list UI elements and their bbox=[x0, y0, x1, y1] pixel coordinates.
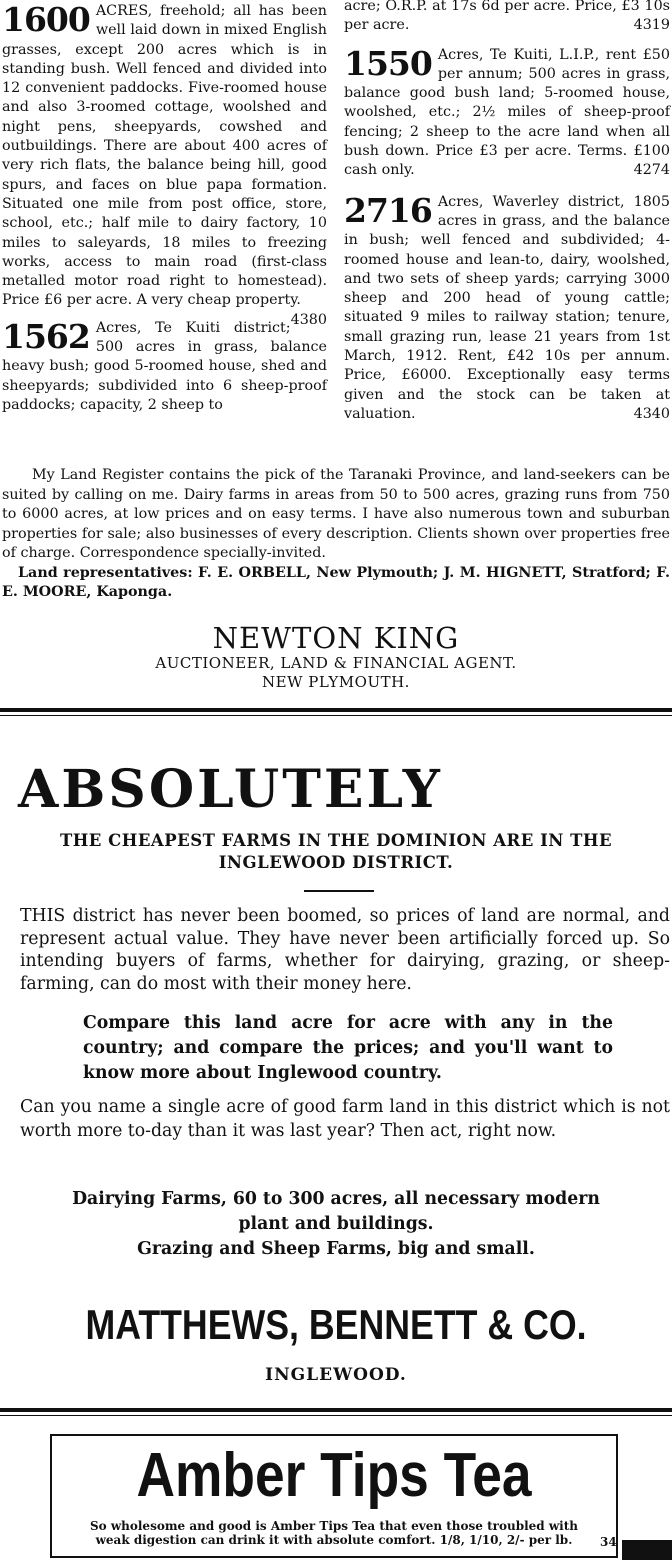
listing-text: ACRES, freehold; all has been well laid down in mixed English grasses, except 200 acres which is in standing bush. Well fenced and divided into 12 convenient paddocks. Five-roomed house and also 3-roomed cottage, woolshed and night pens, sheepyards, cowshed and outbuildings. There are about 400 acres of very rich flats, the balance being hill, good spurs, and faces on blue papa formation. Situated one mile from post office, store, school, etc.; half mile to dairy factory, 10 miles to saleyards, 18 miles to freezing works, access to main road (first-class metalled motor road right to homestead). Price £6 per acre. A very cheap property. bbox=[2, 3, 327, 309]
section-divider-thin bbox=[0, 715, 672, 716]
short-rule bbox=[304, 890, 374, 892]
edge-mark bbox=[622, 1540, 672, 1560]
listing-2716 bbox=[344, 190, 670, 425]
listing-1562 bbox=[2, 316, 327, 415]
absolutely-subheading bbox=[0, 830, 672, 874]
question-paragraph: Can you name a single acre of good farm land in this district which is not worth more to-day than it was last year? Then act, right now. bbox=[20, 1097, 670, 1141]
listing-number: 1562 bbox=[2, 316, 90, 356]
listing-number: 2716 bbox=[344, 190, 432, 230]
subheading-line-1: THE CHEAPEST FARMS IN THE DOMINION ARE IN THE bbox=[59, 831, 613, 850]
offer-grazing: Grazing and Sheep Farms, big and small. bbox=[137, 1239, 535, 1259]
listing-text: Acres, Te Kuiti, L.I.P., rent £50 per annum; 500 acres in grass, balance good bush land; 5-roomed house, woolshed, etc.; 2½ miles of sheep-proof fencing; 2 sheep to the acre land when all bush down. Price £3 per acre. Terms. £100 cash only. bbox=[344, 46, 670, 179]
section-divider-thin bbox=[0, 1415, 672, 1416]
firm-town: INGLEWOOD. bbox=[265, 1365, 407, 1385]
agent-block bbox=[0, 622, 672, 692]
listing-ref: 4319 bbox=[633, 17, 670, 34]
section-divider bbox=[0, 708, 672, 712]
listing-ref: 4340 bbox=[633, 405, 670, 422]
firm-name: MATTHEWS, BENNETT & CO. bbox=[85, 1301, 587, 1348]
listing-ref: 4380 bbox=[290, 311, 327, 328]
amber-tips-title: Amber Tips Tea bbox=[136, 1441, 532, 1510]
absolutely-headline: ABSOLUTELY bbox=[18, 759, 443, 820]
listing-text: Acres, Te Kuiti district; 500 acres in grass, balance heavy bush; good 5-roomed house, shed and sheepyards; subdivided into 6 sheep-proof paddocks; capacity, 2 sheep to bbox=[2, 319, 327, 413]
register-text: My Land Register contains the pick of the Taranaki Province, and land-seekers can be suited by calling on me. Dairy farms in areas from 50 to 500 acres, grazing runs from 750 to 6000 acres, at low prices and on easy terms. I have also numerous town and suburban properties for sale; also businesses of every description. Clients shown over properties free of charge. Correspondence specially-invited. bbox=[2, 467, 670, 561]
agent-name: NEWTON KING bbox=[212, 621, 460, 655]
left-column bbox=[2, 2, 327, 415]
right-column bbox=[344, 0, 670, 424]
agent-role: AUCTIONEER, LAND & FINANCIAL AGENT. bbox=[155, 654, 517, 672]
offer-dairying-2: plant and buildings. bbox=[238, 1214, 434, 1234]
listing-ref: 4274 bbox=[633, 162, 670, 179]
amber-tips-line-2: weak digestion can drink it with absolute comfort. 1/8, 1/10, 2/- per lb. bbox=[95, 1533, 573, 1547]
offer-dairying: Dairying Farms, 60 to 300 acres, all necessary modern bbox=[72, 1189, 600, 1209]
listing-1550 bbox=[344, 43, 670, 181]
listing-1600 bbox=[2, 0, 327, 328]
amber-tips-line-1: So wholesome and good is Amber Tips Tea that even those troubled with bbox=[89, 1519, 579, 1533]
listing-number: 1550 bbox=[344, 43, 432, 83]
offers bbox=[0, 1187, 672, 1262]
amber-tips-copy bbox=[60, 1519, 608, 1547]
subheading-line-2: INGLEWOOD DISTRICT. bbox=[218, 853, 454, 872]
land-register bbox=[2, 466, 670, 603]
listing-continued bbox=[344, 0, 670, 36]
intro-paragraph: THIS district has never been boomed, so prices of land are normal, and represent actual value. They have never been artificially forced up. So intending buyers of farms, whether for dairying, grazing, or sheep-farming, can do most with their money here. bbox=[20, 906, 670, 994]
land-representatives: Land representatives: F. E. ORBELL, New Plymouth; J. M. HIGNETT, Stratford; F. E. MOORE, Kaponga. bbox=[2, 564, 670, 600]
listing-text: Acres, Waverley district, 1805 acres in grass, and the balance in bush; well fenced and subdivided; 4-roomed house and lean-to, dairy, woolshed, and two sets of sheep yards; carrying 3000 sheep and 200 head of young cattle; situated 9 miles to railway station; tenure, small grazing run, lease 21 years from 1st March, 1912. Rent, £42 10s per annum. Price, £6000. Exceptionally easy terms given and the stock can be taken at valuation. bbox=[344, 193, 670, 422]
compare-paragraph: Compare this land acre for acre with any in the country; and compare the prices; and you'll want to know more about Inglewood country. bbox=[83, 1013, 613, 1083]
listing-number: 1600 bbox=[2, 0, 90, 39]
listing-text: acre; O.R.P. at 17s 6d per acre. Price, £3 10s per acre. bbox=[344, 0, 670, 34]
amber-tips-ref: 34 bbox=[600, 1535, 617, 1549]
section-divider bbox=[0, 1408, 672, 1412]
agent-place: NEW PLYMOUTH. bbox=[262, 673, 410, 691]
